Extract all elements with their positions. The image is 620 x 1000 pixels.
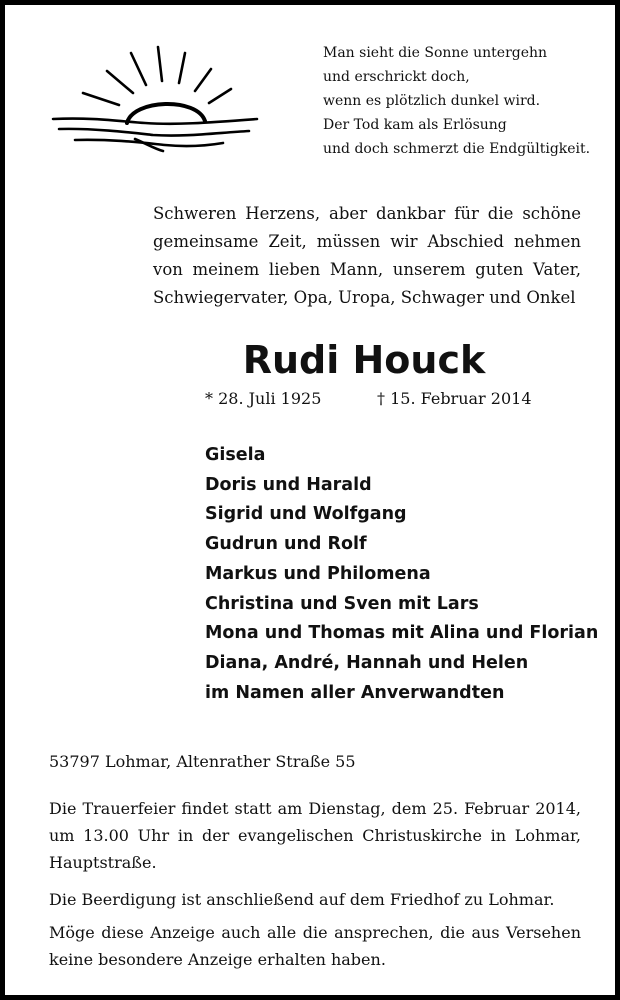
intro-text [153,200,581,312]
birth-date: * 28. Juli 1925 [205,389,322,408]
poem-line: Man sieht die Sonne untergehn [323,45,548,61]
note-line: Möge diese Anzeige auch alle die ansprechen, die aus Versehen [49,923,581,942]
intro-line: Schweren Herzens, aber dankbar für die schöne [153,204,581,223]
mourner: im Namen aller Anverwandten [205,682,505,703]
intro-line: Schwiegervater, Opa, Uropa, Schwager und Onkel [153,288,576,307]
mourner: Christina und Sven mit Lars [205,593,479,614]
poem-line: wenn es plötzlich dunkel wird. [323,93,541,109]
funeral-info [49,795,581,876]
poem-line: und doch schmerzt die Endgültigkeit. [323,141,591,157]
mourner: Gudrun und Rolf [205,534,367,555]
poem-line: und erschrickt doch, [323,69,470,85]
mourner: Gisela [205,445,266,465]
mourner: Doris und Harald [205,474,372,495]
funeral-line: um 13.00 Uhr in der evangelischen Christuskirche in Lohmar, [49,826,581,845]
closing-note [49,919,581,973]
address: 53797 Lohmar, Altenrather Straße 55 [49,752,356,771]
burial-info [49,886,581,913]
intro-line: gemeinsame Zeit, müssen wir Abschied nehmen [153,232,581,251]
burial-line: Die Beerdigung ist anschließend auf dem Friedhof zu Lohmar. [49,890,555,909]
poem [323,41,590,161]
mourner: Markus und Philomena [205,563,431,584]
poem-line: Der Tod kam als Erlösung [323,117,507,133]
death-date: † 15. Februar 2014 [377,389,532,408]
mourners-list [205,441,598,708]
funeral-line: Die Trauerfeier findet statt am Dienstag, dem 25. Februar 2014, [49,799,581,818]
intro-line: von meinem lieben Mann, unserem guten Vater, [153,260,581,279]
mourner: Diana, André, Hannah und Helen [205,652,529,673]
mourner: Mona und Thomas mit Alina und Florian [205,623,599,644]
mourner: Sigrid und Wolfgang [205,504,407,525]
note-line: keine besondere Anzeige erhalten haben. [49,950,386,969]
funeral-line: Hauptstraße. [49,853,157,872]
sunset-icon [35,43,265,155]
deceased-name: Rudi Houck [242,338,486,382]
